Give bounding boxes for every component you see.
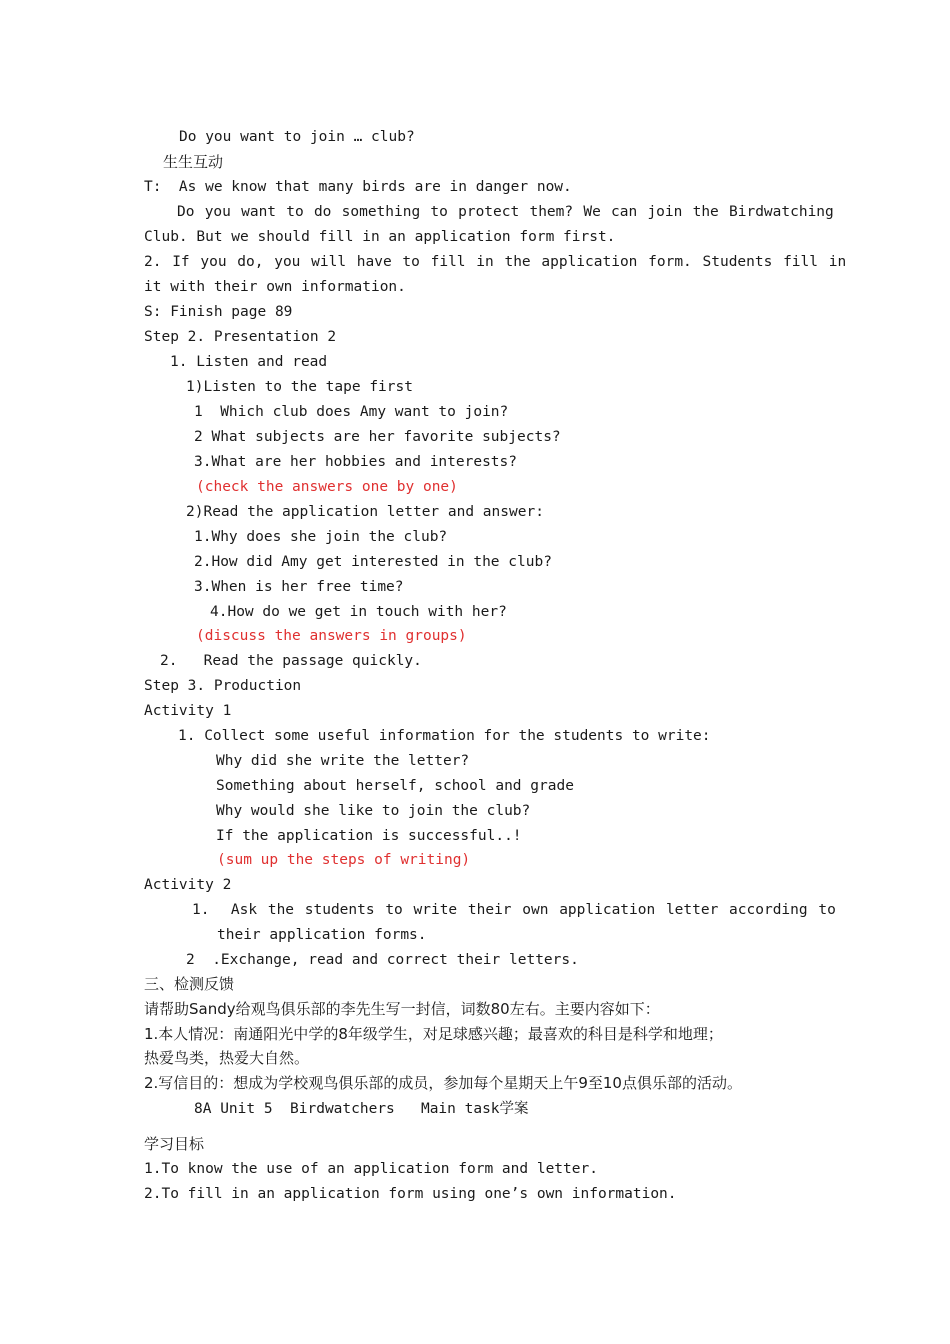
section-heading: 学习目标 [144,1135,205,1153]
text-line: Club. But we should fill in an application form first. [144,229,616,245]
question-item: 4.How do we get in touch with her? [210,604,507,620]
question-item: 3.When is her free time? [194,579,404,595]
text-line: Do you want to join … club? [179,129,415,145]
task-requirement: 2.写信目的：想成为学校观鸟俱乐部的成员，参加每个星期天上午9至10点俱乐部的活动。 [144,1074,742,1092]
question-item: 2 What subjects are her favorite subjects? [194,429,561,445]
section-heading: 三、检测反馈 [144,975,235,993]
task-prompt: 请帮助Sandy给观鸟俱乐部的李先生写一封信，词数80左右。主要内容如下： [144,1000,660,1018]
teacher-note: (sum up the steps of writing) [217,852,471,868]
text-line: their application forms. [217,927,427,943]
step-heading: Step 3. Production [144,678,302,694]
list-item: 1. Collect some useful information for the students to write: [178,728,711,744]
task-requirement: 1.本人情况：南通阳光中学的8年级学生，对足球感兴趣；最喜欢的科目是科学和地理； [144,1025,723,1043]
question-item: 1.Why does she join the club? [194,529,448,545]
list-item: 2 .Exchange, read and correct their letters. [186,952,579,968]
question-item: 2.How did Amy get interested in the club? [194,554,552,570]
info-item: If the application is successful..! [216,828,522,844]
objective-item: 1.To know the use of an application form and letter. [144,1161,598,1177]
task-requirement: 热爱鸟类，热爱大自然。 [144,1049,310,1067]
info-item: Why would she like to join the club? [216,803,531,819]
objective-item: 2.To fill in an application form using one’s own information. [144,1186,677,1202]
list-item: 1)Listen to the tape first [186,379,413,395]
question-item: 1 Which club does Amy want to join? [194,404,509,420]
text-line: Do you want to do something to protect them? We can join the Birdwatching [177,204,834,220]
step-heading: Step 2. Presentation 2 [144,329,337,345]
list-item: 2. Read the passage quickly. [160,653,422,669]
section-heading: 生生互动 [163,153,224,171]
list-item: 2)Read the application letter and answer: [186,504,544,520]
text-line: 2. If you do, you will have to fill in the application form. Students fill in [144,254,847,270]
text-line: it with their own information. [144,279,406,295]
activity-heading: Activity 2 [144,877,232,893]
list-item: 1. Ask the students to write their own application letter according to [192,902,836,918]
document-title: 8A Unit 5 Birdwatchers Main task学案 [194,1101,529,1117]
list-item: 1. Listen and read [170,354,328,370]
text-line: T: As we know that many birds are in danger now. [144,179,572,195]
teacher-note: (discuss the answers in groups) [196,628,467,644]
activity-heading: Activity 1 [144,703,232,719]
teacher-note: (check the answers one by one) [196,479,458,495]
question-item: 3.What are her hobbies and interests? [194,454,518,470]
info-item: Something about herself, school and grade [216,778,574,794]
info-item: Why did she write the letter? [216,753,470,769]
text-line: S: Finish page 89 [144,304,293,320]
